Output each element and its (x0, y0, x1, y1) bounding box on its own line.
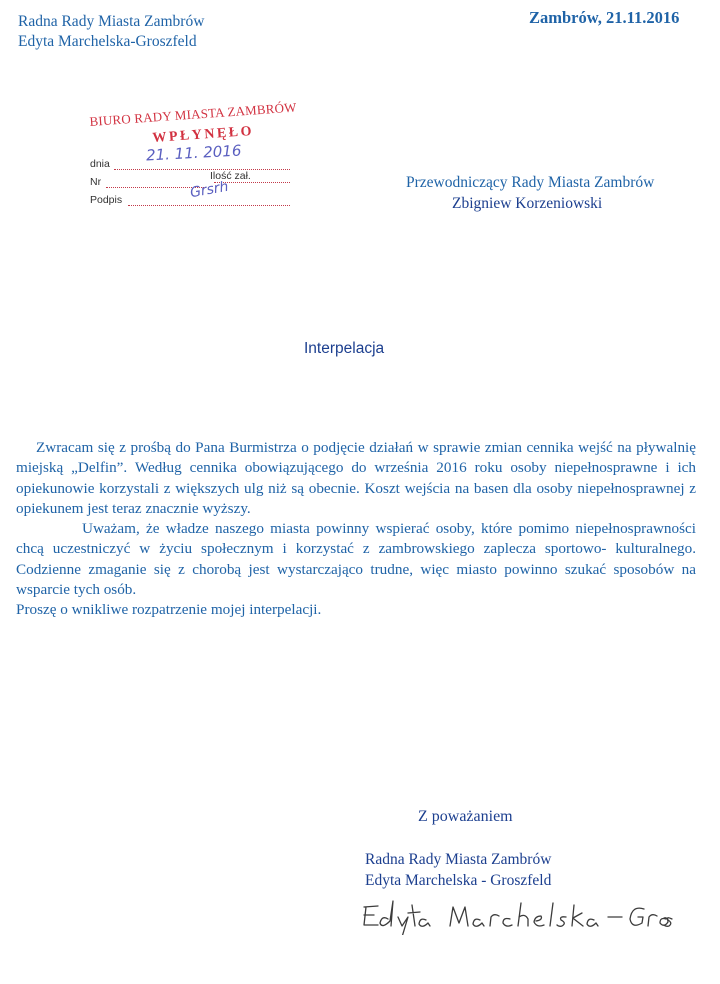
received-stamp (86, 99, 298, 222)
letter-date: Zambrów, 21.11.2016 (529, 8, 680, 27)
sender-block (18, 12, 204, 52)
sender-title: Radna Rady Miasta Zambrów (18, 13, 205, 30)
sender-name: Edyta Marchelska-Groszfeld (18, 33, 197, 50)
closing-line: Z poważaniem (418, 808, 513, 825)
stamp-received: WPŁYNĘŁO (152, 123, 255, 146)
stamp-signature-label: Podpis (90, 194, 123, 206)
stamp-signature-value: Grsrh (188, 178, 230, 202)
stamp-office: BIURO RADY MIASTA ZAMBRÓW (89, 99, 298, 129)
document-title: Interpelacja (304, 340, 385, 357)
letter-body (16, 438, 696, 621)
body-paragraph-1: Zwracam się z prośbą do Pana Burmistrza o podjęcie działań w sprawie zmian cennika wejść na pływalnię miejską „Delfin”. Według cennika obowiązującego do września 2016 roku osoby niepełnosprawne i ich opiekunowie korzystali z większych ulg niż są obecnie. Koszt wejścia na basen dla osoby niepełnosprawnej z opiekunem jest teraz znacznie wyższy. (16, 439, 696, 517)
handwritten-signature (360, 895, 690, 935)
signature-block (365, 849, 551, 891)
body-paragraph-2: Uważam, że władze naszego miasta powinny wspierać osoby, które pomimo niepełnosprawności chcą uczestniczyć w życiu społecznym i korzystać z zambrowskiego zaplecza sportowo- kulturalnego. Codzienne zmaganie się z chorobą jest wystarczająco trudne, więc miasto powinno szukać sposobów na wsparcie tych osób. (16, 520, 696, 599)
body-paragraph-3: Proszę o wnikliwe rozpatrzenie mojej interpelacji. (16, 601, 322, 619)
stamp-number-label: Nr (90, 176, 102, 188)
signature-name: Edyta Marchelska - Groszfeld (365, 872, 552, 889)
stamp-signature-dots (128, 205, 290, 206)
stamp-date-dots (114, 169, 290, 170)
stamp-date-label: dnia (90, 158, 110, 170)
signature-title: Radna Rady Miasta Zambrów (365, 851, 552, 868)
stamp-date-value: 21. 11. 2016 (145, 141, 242, 165)
recipient-title: Przewodniczący Rady Miasta Zambrów (406, 174, 655, 191)
recipient-name: Zbigniew Korzeniowski (452, 195, 603, 212)
stamp-attachments-label: Ilość zał. (210, 170, 251, 182)
